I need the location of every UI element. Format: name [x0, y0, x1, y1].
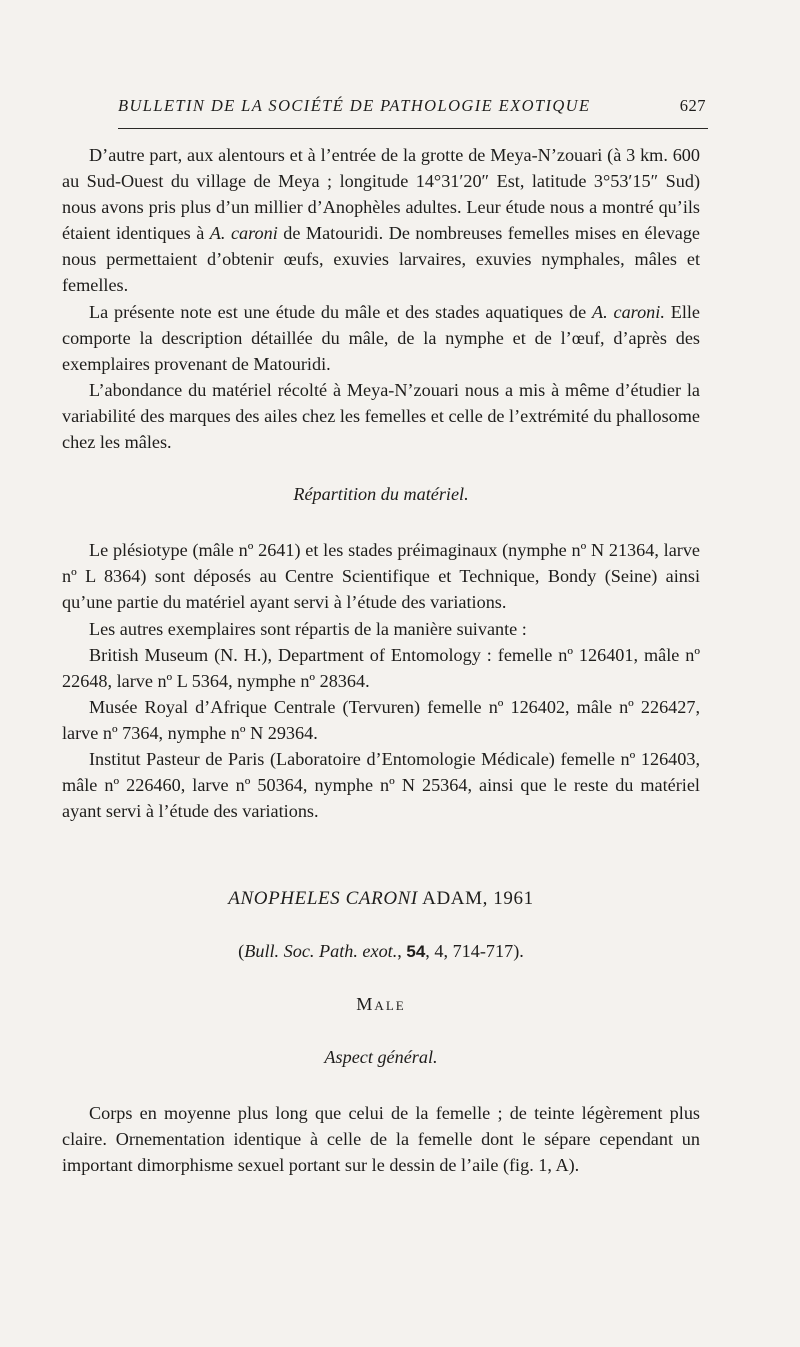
body-text [62, 142, 700, 1178]
species-title-name: ANOPHELES CARONI [228, 888, 418, 910]
section-heading-repartition: Répartition du matériel. [293, 484, 469, 505]
header-rule [118, 128, 708, 129]
section-heading-aspect: Aspect général. [324, 1046, 438, 1067]
page-number: 627 [679, 96, 706, 115]
species-name: A. caroni [209, 223, 278, 244]
sex-heading: Male [356, 994, 406, 1015]
paragraph-7: Musée Royal d’Afrique Centrale (Tervuren) femelle nº 126402, mâle nº 226427, larve nº 7364, nymphe nº N 29364. [62, 696, 700, 743]
running-title: BULLETIN DE LA SOCIÉTÉ DE PATHOLOGIE EXOTIQUE [118, 96, 591, 115]
citation: (Bull. Soc. Path. exot., 54, 4, 714-717). [238, 941, 524, 962]
paragraph-8: Institut Pasteur de Paris (Laboratoire d’Entomologie Médicale) femelle nº 126403, mâle nº 226460, larve nº 50364, nymphe nº N 25364, ainsi que le reste du matériel ayant servi à l’étude des variations. [62, 748, 700, 822]
species-name: A. caroni. [592, 301, 665, 322]
paragraph-9: Corps en moyenne plus long que celui de la femelle ; de teinte légèrement plus claire. Ornementation identique à celle de la femelle dont le sépare cependant un important dimorphisme sexuel portant sur le dessin de l’aile (fig. 1, A). [62, 1102, 700, 1175]
citation-journal: Bull. Soc. Path. exot. [244, 941, 398, 962]
paragraph-4: Le plésiotype (mâle nº 2641) et les stades préimaginaux (nymphe nº N 21364, larve nº L 8364) sont déposés au Centre Scientifique et Technique, Bondy (Seine) ainsi qu’une partie du matériel ayant servi à l’étude des variations. [62, 540, 700, 613]
citation-volume: 54 [406, 942, 426, 962]
species-title [62, 886, 700, 912]
species-title-author: ADAM, 1961 [417, 888, 534, 910]
paragraph-6: British Museum (N. H.), Department of Entomology : femelle nº 126401, mâle nº 22648, larve nº L 5364, nymphe nº 28364. [62, 644, 700, 691]
paragraph-2: La présente note est une étude du mâle et des stades aquatiques de A. caroni. Elle comporte la description détaillée du mâle, de la nymphe et de l’œuf, d’après des exemplaires provenant de Matouridi. [62, 301, 700, 374]
paragraph-3: L’abondance du matériel récolté à Meya-N’zouari nous a mis à même d’étudier la variabilité des marques des ailes chez les femelles et celle de l’extrémité du phallosome chez les mâles. [62, 379, 700, 453]
paragraph-5: Les autres exemplaires sont répartis de la manière suivante : [89, 618, 527, 639]
running-header [118, 96, 708, 116]
paragraph-1: D’autre part, aux alentours et à l’entrée de la grotte de Meya-N’zouari (à 3 km. 600 au Sud-Ouest du village de Meya ; longitude 14°31′20″ Est, latitude 3°53′15″ Sud) nous avons pris plus d’un millier d’Anophèles adultes. Leur étude nous a montré qu’ils étaient identiques à A. caroni de Matouridi. De nombreuses femelles mises en élevage nous permettaient d’obtenir œufs, exuvies larvaires, exuvies nymphales, mâles et femelles. [62, 145, 700, 296]
